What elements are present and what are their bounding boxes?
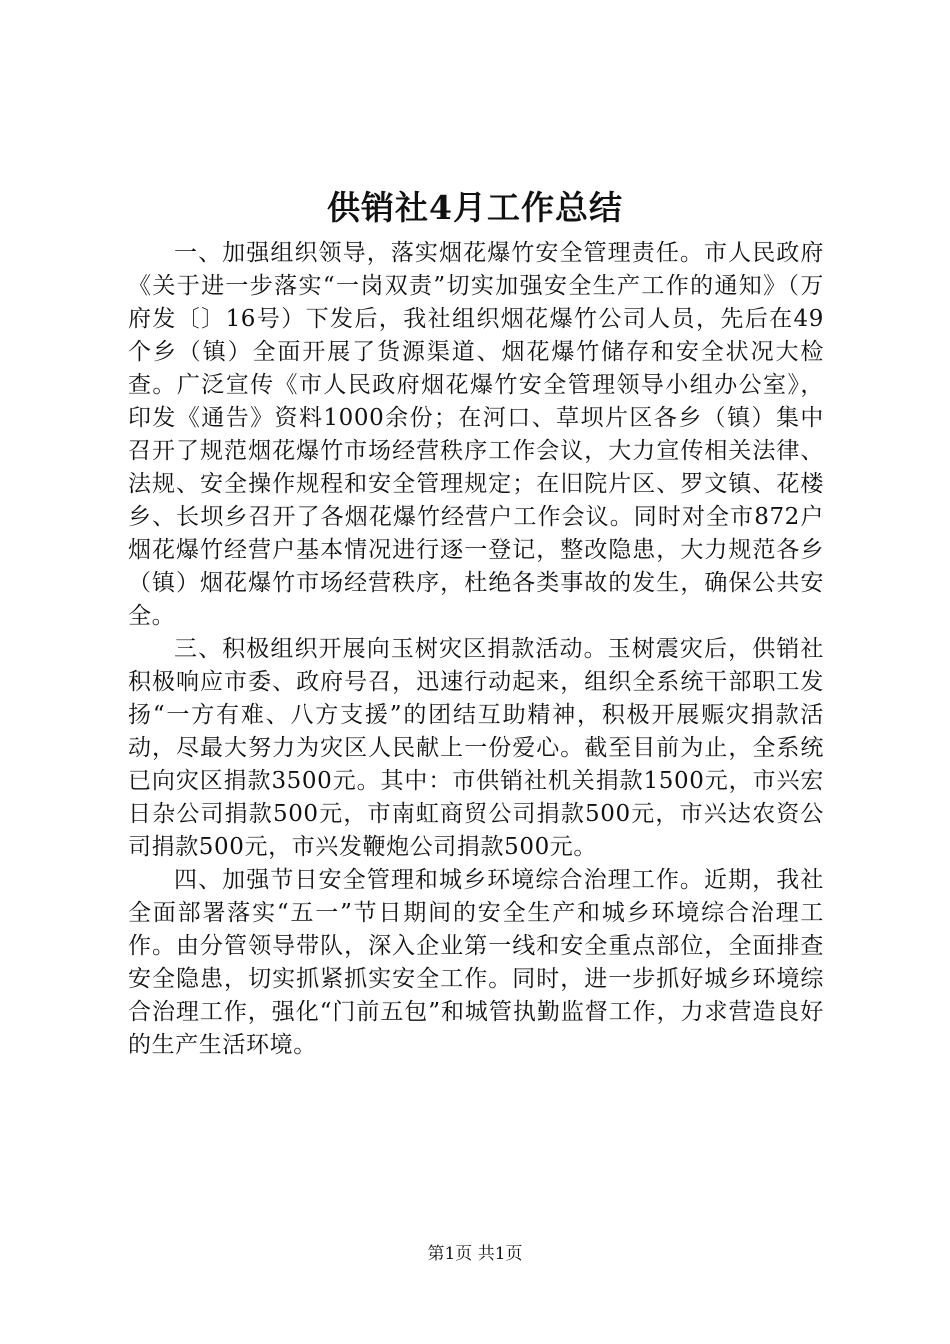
paragraph-organization-leadership: 一、加强组织领导，落实烟花爆竹安全管理责任。市人民政府《关于进一步落实“一岗双责”切实加强安全生产工作的通知》（万府发〔〕16号）下发后，我社组织烟花爆竹公司人员，先后在49个乡（镇）全面开展了货源渠道、烟花爆竹储存和安全状况大检查。广泛宣传《市人民政府烟花爆竹安全管理领导小组办公室》，印发《通告》资料1000余份；在河口、草坝片区各乡（镇）集中召开了规范烟花爆竹市场经营秩序工作会议，大力宣传相关法律、法规、安全操作规程和安全管理规定；在旧院片区、罗文镇、花楼乡、长坝乡召开了各烟花爆竹经营户工作会议。同时对全市872户烟花爆竹经营户基本情况进行逐一登记，整改隐患，大力规范各乡（镇）烟花爆竹市场经营秩序，杜绝各类事故的发生，确保公共安全。 xyxy=(128,240,824,629)
paragraph-yushu-donation: 三、积极组织开展向玉树灾区捐款活动。玉树震灾后，供销社积极响应市委、政府号召，迅速行动起来，组织全系统干部职工发扬“一方有难、八方支援”的团结互助精神，积极开展赈灾捐款活动，尽最大努力为灾区人民献上一份爱心。截至目前为止，全系统已向灾区捐款3500元。其中：市供销社机关捐款1500元，市兴宏日杂公司捐款500元，市南虹商贸公司捐款500元，市兴达农资公司捐款500元，市兴发鞭炮公司捐款500元。 xyxy=(128,636,824,860)
paragraph-holiday-safety: 四、加强节日安全管理和城乡环境综合治理工作。近期，我社全面部署落实“五一”节日期间的安全生产和城乡环境综合治理工作。由分管领导带队，深入企业第一线和安全重点部位，全面排查安全隐患，切实抓紧抓实安全工作。同时，进一步抓好城乡环境综合治理工作，强化“门前五包”和城管执勤监督工作，力求营造良好的生产生活环境。 xyxy=(128,867,824,1058)
document-body xyxy=(128,237,824,1062)
document-title: 供销社4月工作总结 xyxy=(327,188,623,227)
page-number-footer: 第1页 共1页 xyxy=(427,1244,523,1264)
